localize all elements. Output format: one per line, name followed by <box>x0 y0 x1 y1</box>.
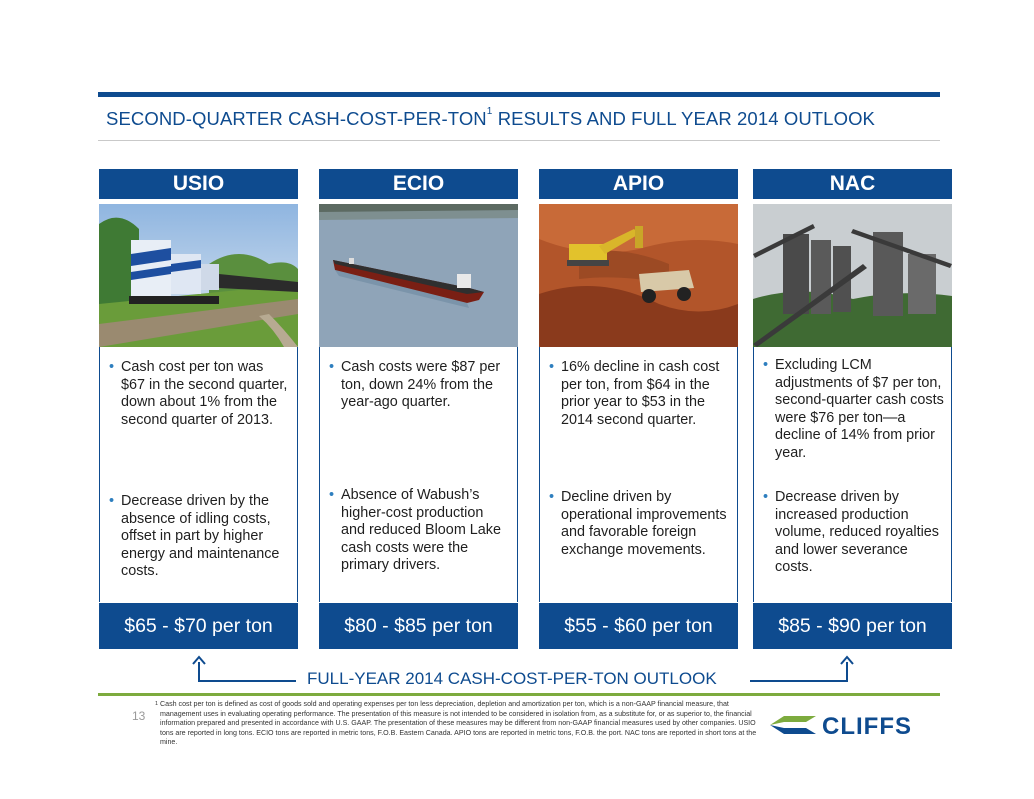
page-number: 13 <box>132 709 146 723</box>
bullet-item: • Cash costs were $87 per ton, down 24% from the year-ago quarter. <box>329 359 501 410</box>
outlook-value: $65 - $70 per ton <box>99 603 298 649</box>
column-apio <box>539 169 738 649</box>
bottom-rule <box>98 693 940 696</box>
bullet-item: • Absence of Wabush’s higher-cost production and reduced Bloom Lake cash costs were the primary drivers. <box>329 487 502 573</box>
footnote: 1 Cash cost per ton is defined as cost of goods sold and operating expenses per ton less depreciation, depletion and amortization per ton, which is a non-GAAP financial measure, that management uses in evaluating operating performance. The presentation of this measure is not intended to be considered in isolation from, as a substitute for, or as superior to, the financial information prepared and presented in accordance with U.S. GAAP. The presentation of these measures may be different from non-GAAP financial measures used by other companies. USIO tons are reported in long tons. ECIO tons are reported in metric tons, F.O.B. Eastern Canada. APIO tons are reported in metric tons, F.O.B. the port. NAC tons are reported in short tons at the mine. <box>155 700 757 747</box>
bullet-item: • Decline driven by operational improvements and favorable foreign exchange movements. <box>549 489 727 558</box>
bullet-item: • Decrease driven by increased production volume, reduced royalties and lower severance costs. <box>763 489 939 575</box>
column-body <box>99 347 298 602</box>
coal-plant-icon <box>753 204 952 347</box>
up-arrow-icon <box>840 655 854 665</box>
outlook-value: $80 - $85 per ton <box>319 603 518 649</box>
outlook-value: $55 - $60 per ton <box>539 603 738 649</box>
bullet-item: • Cash cost per ton was $67 in the second quarter, down about 1% from the second quarter of 2013. <box>109 359 288 428</box>
left-bracket-line <box>198 680 296 682</box>
excavator-icon <box>539 204 738 347</box>
right-bracket-line <box>750 680 848 682</box>
bullet-item: • Decrease driven by the absence of idling costs, offset in part by higher energy and maintenance costs. <box>109 493 280 579</box>
left-arrow-stem <box>198 662 200 682</box>
column-header: USIO <box>99 169 298 199</box>
train-icon <box>99 204 298 347</box>
column-body <box>753 347 952 602</box>
column-nac <box>753 169 952 649</box>
up-arrow-icon <box>192 655 206 665</box>
column-body <box>319 347 518 602</box>
svg-text:CLIFFS: CLIFFS <box>822 713 912 740</box>
bullet-item: • 16% decline in cash cost per ton, from $64 in the prior year to $53 in the 2014 second quarter. <box>549 359 720 428</box>
outlook-value: $85 - $90 per ton <box>753 603 952 649</box>
cargo-ship-icon <box>319 204 518 347</box>
cliffs-logo-icon <box>770 710 950 740</box>
page-title: SECOND-QUARTER CASH-COST-PER-TON$^1$ RESULTS AND FULL YEAR 2014 OUTLOOK <box>106 106 875 129</box>
column-header: NAC <box>753 169 952 199</box>
bullet-item: • Excluding LCM adjustments of $7 per ton, second-quarter cash costs were $76 per ton—a decline of 14% from prior year. <box>763 357 944 461</box>
right-arrow-stem <box>846 662 848 682</box>
outlook-label: FULL-YEAR 2014 CASH-COST-PER-TON OUTLOOK <box>307 669 717 688</box>
column-usio <box>99 169 298 649</box>
top-rule <box>98 92 940 97</box>
column-body <box>539 347 738 602</box>
column-ecio <box>319 169 518 649</box>
column-header: APIO <box>539 169 738 199</box>
column-header: ECIO <box>319 169 518 199</box>
title-divider <box>98 140 940 141</box>
